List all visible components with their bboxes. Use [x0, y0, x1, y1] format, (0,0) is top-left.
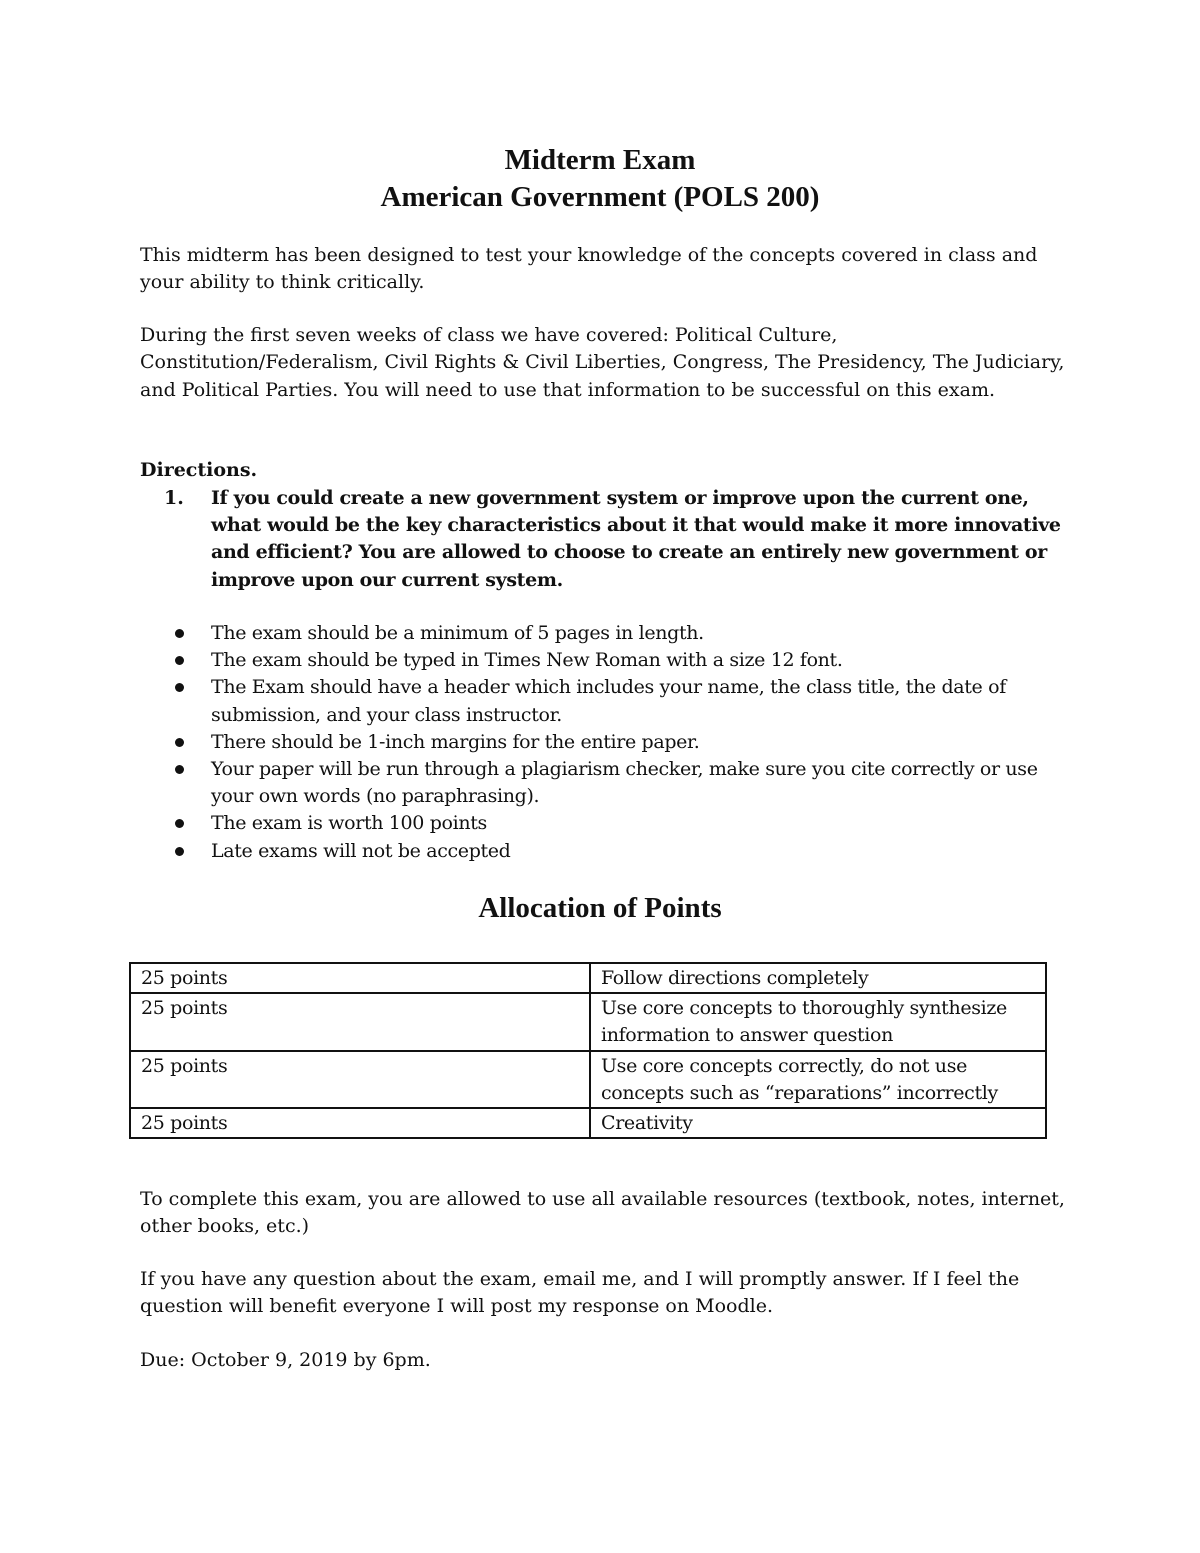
- bullet-icon: [175, 765, 184, 774]
- exam-question: [164, 485, 1074, 594]
- due-date: Due: October 9, 2019 by 6pm.: [140, 1349, 431, 1371]
- bullet-icon: [175, 738, 184, 747]
- criterion-cell: Use core concepts correctly, do not use concepts such as “reparations” incorrectly: [590, 1051, 1046, 1108]
- points-cell: 25 points: [130, 993, 590, 1050]
- table-row: [130, 1108, 1046, 1138]
- points-table: [129, 962, 1047, 1139]
- question-number: 1.: [164, 487, 184, 509]
- bullet-icon: [175, 683, 184, 692]
- list-item: [170, 620, 1060, 647]
- bullet-icon: [175, 629, 184, 638]
- requirement-text: Late exams will not be accepted: [211, 839, 511, 862]
- points-cell: 25 points: [130, 963, 590, 993]
- requirement-text: The exam is worth 100 points: [211, 812, 487, 835]
- requirement-text: Your paper will be run through a plagiarism checker, make sure you cite correctly or use your own words (no paraphrasing).: [211, 758, 1038, 808]
- intro-paragraph: This midterm has been designed to test your knowledge of the concepts covered in class and your ability to think critically.: [140, 244, 1038, 294]
- exam-title: Midterm Exam: [504, 144, 696, 176]
- requirement-text: The Exam should have a header which includes your name, the class title, the date of submission, and your class instructor.: [211, 676, 1006, 726]
- points-cell: 25 points: [130, 1108, 590, 1138]
- bullet-icon: [175, 656, 184, 665]
- points-cell: 25 points: [130, 1051, 590, 1108]
- list-item: [170, 838, 1060, 865]
- table-row: [130, 993, 1046, 1050]
- bullet-icon: [175, 847, 184, 856]
- criterion-cell: Creativity: [590, 1108, 1046, 1138]
- list-item: [170, 674, 1060, 728]
- list-item: [170, 647, 1060, 674]
- requirement-text: There should be 1-inch margins for the entire paper.: [211, 730, 700, 753]
- topics-covered-paragraph: During the first seven weeks of class we have covered: Political Culture, Constitution/Federalism, Civil Rights & Civil Liberties, Congress, The Presidency, The Judiciary, and Political Parties. You will need to use that information to be successful on this exam.: [140, 324, 1065, 401]
- criterion-cell: Follow directions completely: [590, 963, 1046, 993]
- question-text: If you could create a new government system or improve upon the current one, what would be the key characteristics about it that would make it more innovative and efficient? You are allowed to choose to create an entirely new government or improve upon our current system.: [211, 487, 1061, 591]
- table-row: [130, 963, 1046, 993]
- questions-paragraph: If you have any question about the exam, email me, and I will promptly answer. If I feel the question will benefit everyone I will post my response on Moodle.: [140, 1268, 1020, 1318]
- requirement-text: The exam should be typed in Times New Roman with a size 12 font.: [211, 649, 843, 672]
- bullet-icon: [175, 819, 184, 828]
- course-title: American Government (POLS 200): [380, 181, 820, 213]
- table-row: [130, 1051, 1046, 1108]
- list-item: [170, 729, 1060, 756]
- list-item: [170, 756, 1060, 810]
- list-item: [170, 810, 1060, 837]
- resources-paragraph: To complete this exam, you are allowed to use all available resources (textbook, notes, internet, other books, etc.): [140, 1188, 1065, 1238]
- criterion-cell: Use core concepts to thoroughly synthesize information to answer question: [590, 993, 1046, 1050]
- requirement-text: The exam should be a minimum of 5 pages in length.: [211, 622, 704, 644]
- directions-label: Directions.: [140, 459, 258, 481]
- requirements-list: [170, 620, 1060, 865]
- allocation-heading: Allocation of Points: [478, 892, 722, 924]
